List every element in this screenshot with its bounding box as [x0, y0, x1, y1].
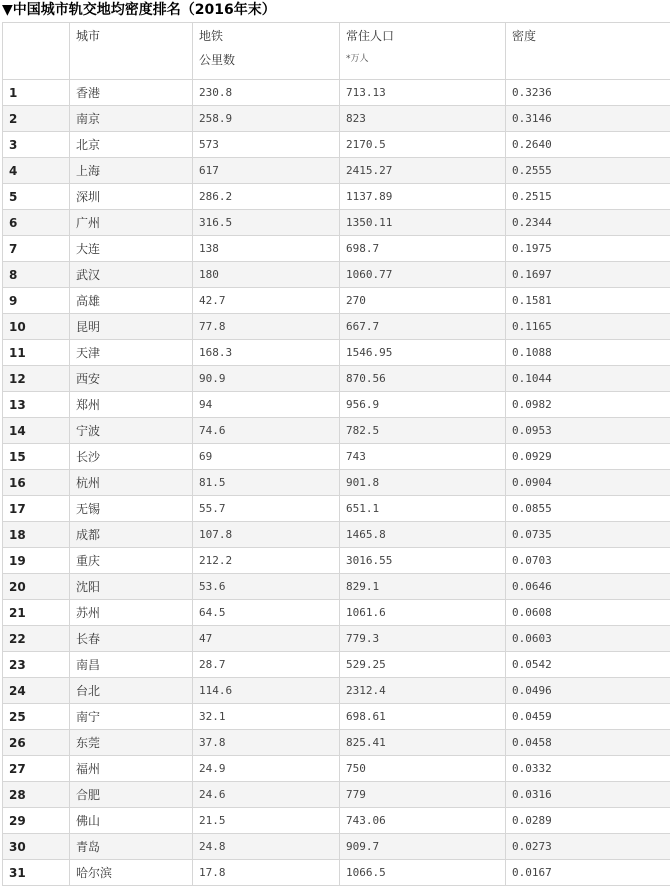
rank-cell: 12: [3, 366, 70, 392]
population-cell: 1465.8: [340, 522, 506, 548]
table-row: [3, 756, 670, 782]
population-cell: 1350.11: [340, 210, 506, 236]
population-cell: 2312.4: [340, 678, 506, 704]
density-cell: 0.2344: [506, 210, 670, 236]
table-row: [3, 288, 670, 314]
population-cell: 651.1: [340, 496, 506, 522]
population-cell: 1061.6: [340, 600, 506, 626]
city-cell: 昆明: [70, 314, 193, 340]
population-cell: 779: [340, 782, 506, 808]
density-cell: 0.1581: [506, 288, 670, 314]
metro-km-cell: 114.6: [193, 678, 340, 704]
density-cell: 0.0289: [506, 808, 670, 834]
table-row: [3, 132, 670, 158]
city-cell: 东莞: [70, 730, 193, 756]
table-row: [3, 548, 670, 574]
metro-km-cell: 107.8: [193, 522, 340, 548]
density-cell: 0.0855: [506, 496, 670, 522]
metro-km-cell: 77.8: [193, 314, 340, 340]
population-cell: 1066.5: [340, 860, 506, 886]
city-cell: 佛山: [70, 808, 193, 834]
density-cell: 0.0904: [506, 470, 670, 496]
metro-km-cell: 230.8: [193, 80, 340, 106]
density-cell: 0.1088: [506, 340, 670, 366]
table-row: [3, 860, 670, 886]
metro-km-cell: 17.8: [193, 860, 340, 886]
rank-cell: 31: [3, 860, 70, 886]
density-cell: 0.3146: [506, 106, 670, 132]
table-row: [3, 418, 670, 444]
rank-cell: 25: [3, 704, 70, 730]
density-cell: 0.1697: [506, 262, 670, 288]
population-cell: 743: [340, 444, 506, 470]
city-cell: 广州: [70, 210, 193, 236]
population-cell: 698.7: [340, 236, 506, 262]
rank-cell: 28: [3, 782, 70, 808]
city-cell: 无锡: [70, 496, 193, 522]
density-cell: 0.0458: [506, 730, 670, 756]
table-row: [3, 392, 670, 418]
city-cell: 合肥: [70, 782, 193, 808]
metro-km-cell: 24.6: [193, 782, 340, 808]
metro-km-cell: 53.6: [193, 574, 340, 600]
population-cell: 823: [340, 106, 506, 132]
density-cell: 0.1044: [506, 366, 670, 392]
metro-km-cell: 74.6: [193, 418, 340, 444]
population-cell: 901.8: [340, 470, 506, 496]
table-row: [3, 340, 670, 366]
metro-km-cell: 286.2: [193, 184, 340, 210]
density-ranking-table: [2, 22, 670, 886]
density-cell: 0.0496: [506, 678, 670, 704]
rank-cell: 1: [3, 80, 70, 106]
metro-km-cell: 180: [193, 262, 340, 288]
city-cell: 上海: [70, 158, 193, 184]
table-row: [3, 834, 670, 860]
metro-km-cell: 258.9: [193, 106, 340, 132]
city-cell: 西安: [70, 366, 193, 392]
city-cell: 福州: [70, 756, 193, 782]
population-cell: 3016.55: [340, 548, 506, 574]
header-population: [340, 23, 506, 80]
metro-km-cell: 212.2: [193, 548, 340, 574]
city-cell: 苏州: [70, 600, 193, 626]
rank-cell: 30: [3, 834, 70, 860]
city-cell: 南京: [70, 106, 193, 132]
rank-cell: 15: [3, 444, 70, 470]
city-cell: 南昌: [70, 652, 193, 678]
density-cell: 0.1975: [506, 236, 670, 262]
density-cell: 0.0982: [506, 392, 670, 418]
population-cell: 779.3: [340, 626, 506, 652]
table-row: [3, 782, 670, 808]
rank-cell: 10: [3, 314, 70, 340]
metro-km-cell: 69: [193, 444, 340, 470]
rank-cell: 3: [3, 132, 70, 158]
density-cell: 0.0929: [506, 444, 670, 470]
city-cell: 香港: [70, 80, 193, 106]
city-cell: 长沙: [70, 444, 193, 470]
population-cell: 1546.95: [340, 340, 506, 366]
population-cell: 909.7: [340, 834, 506, 860]
header-metro-km: [193, 23, 340, 80]
population-cell: 698.61: [340, 704, 506, 730]
table-row: [3, 80, 670, 106]
population-cell: 2415.27: [340, 158, 506, 184]
table-row: [3, 652, 670, 678]
city-cell: 重庆: [70, 548, 193, 574]
metro-km-cell: 24.9: [193, 756, 340, 782]
metro-km-cell: 81.5: [193, 470, 340, 496]
header-metro-line2: 公里数: [199, 53, 339, 77]
rank-cell: 9: [3, 288, 70, 314]
table-row: [3, 366, 670, 392]
city-cell: 沈阳: [70, 574, 193, 600]
rank-cell: 29: [3, 808, 70, 834]
rank-cell: 18: [3, 522, 70, 548]
population-cell: 825.41: [340, 730, 506, 756]
metro-km-cell: 42.7: [193, 288, 340, 314]
table-row: [3, 574, 670, 600]
header-pop-line1: 常住人口: [346, 29, 505, 53]
density-cell: 0.0735: [506, 522, 670, 548]
rank-cell: 11: [3, 340, 70, 366]
density-cell: 0.3236: [506, 80, 670, 106]
metro-km-cell: 55.7: [193, 496, 340, 522]
city-cell: 宁波: [70, 418, 193, 444]
population-cell: 1060.77: [340, 262, 506, 288]
density-cell: 0.2515: [506, 184, 670, 210]
population-cell: 870.56: [340, 366, 506, 392]
rank-cell: 4: [3, 158, 70, 184]
city-cell: 高雄: [70, 288, 193, 314]
header-density: 密度: [506, 23, 670, 80]
city-cell: 天津: [70, 340, 193, 366]
table-row: [3, 262, 670, 288]
header-city: 城市: [70, 23, 193, 80]
rank-cell: 16: [3, 470, 70, 496]
metro-km-cell: 37.8: [193, 730, 340, 756]
density-cell: 0.0273: [506, 834, 670, 860]
header-metro-line1: 地铁: [199, 29, 339, 53]
population-cell: 270: [340, 288, 506, 314]
table-row: [3, 184, 670, 210]
city-cell: 武汉: [70, 262, 193, 288]
metro-km-cell: 573: [193, 132, 340, 158]
metro-km-cell: 21.5: [193, 808, 340, 834]
table-row: [3, 470, 670, 496]
rank-cell: 22: [3, 626, 70, 652]
table-row: [3, 210, 670, 236]
population-cell: 743.06: [340, 808, 506, 834]
rank-cell: 17: [3, 496, 70, 522]
table-row: [3, 106, 670, 132]
city-cell: 青岛: [70, 834, 193, 860]
header-rank: [3, 23, 70, 80]
density-cell: 0.0167: [506, 860, 670, 886]
rank-cell: 2: [3, 106, 70, 132]
population-cell: 667.7: [340, 314, 506, 340]
metro-km-cell: 24.8: [193, 834, 340, 860]
population-cell: 1137.89: [340, 184, 506, 210]
rank-cell: 24: [3, 678, 70, 704]
table-header: [3, 23, 670, 80]
city-cell: 北京: [70, 132, 193, 158]
population-cell: 750: [340, 756, 506, 782]
table-body: [3, 80, 670, 886]
population-cell: 2170.5: [340, 132, 506, 158]
rank-cell: 7: [3, 236, 70, 262]
table-row: [3, 678, 670, 704]
city-cell: 成都: [70, 522, 193, 548]
table-row: [3, 158, 670, 184]
metro-km-cell: 90.9: [193, 366, 340, 392]
density-cell: 0.2640: [506, 132, 670, 158]
rank-cell: 27: [3, 756, 70, 782]
table-row: [3, 444, 670, 470]
rank-cell: 21: [3, 600, 70, 626]
metro-km-cell: 617: [193, 158, 340, 184]
density-cell: 0.0542: [506, 652, 670, 678]
table-row: [3, 314, 670, 340]
table-row: [3, 496, 670, 522]
density-cell: 0.0953: [506, 418, 670, 444]
rank-cell: 8: [3, 262, 70, 288]
population-cell: 956.9: [340, 392, 506, 418]
city-cell: 哈尔滨: [70, 860, 193, 886]
density-cell: 0.2555: [506, 158, 670, 184]
city-cell: 郑州: [70, 392, 193, 418]
rank-cell: 6: [3, 210, 70, 236]
metro-km-cell: 316.5: [193, 210, 340, 236]
metro-km-cell: 138: [193, 236, 340, 262]
city-cell: 南宁: [70, 704, 193, 730]
metro-km-cell: 64.5: [193, 600, 340, 626]
table-row: [3, 236, 670, 262]
density-cell: 0.0603: [506, 626, 670, 652]
table-row: [3, 600, 670, 626]
city-cell: 台北: [70, 678, 193, 704]
population-cell: 782.5: [340, 418, 506, 444]
density-cell: 0.0608: [506, 600, 670, 626]
density-cell: 0.0646: [506, 574, 670, 600]
city-cell: 深圳: [70, 184, 193, 210]
rank-cell: 23: [3, 652, 70, 678]
city-cell: 长春: [70, 626, 193, 652]
rank-cell: 20: [3, 574, 70, 600]
table-row: [3, 704, 670, 730]
table-row: [3, 626, 670, 652]
rank-cell: 26: [3, 730, 70, 756]
table-row: [3, 730, 670, 756]
metro-km-cell: 47: [193, 626, 340, 652]
density-cell: 0.0703: [506, 548, 670, 574]
metro-km-cell: 168.3: [193, 340, 340, 366]
density-cell: 0.0332: [506, 756, 670, 782]
table-row: [3, 522, 670, 548]
population-cell: 529.25: [340, 652, 506, 678]
rank-cell: 19: [3, 548, 70, 574]
rank-cell: 13: [3, 392, 70, 418]
rank-cell: 5: [3, 184, 70, 210]
rank-cell: 14: [3, 418, 70, 444]
table-row: [3, 808, 670, 834]
city-cell: 大连: [70, 236, 193, 262]
population-cell: 713.13: [340, 80, 506, 106]
population-cell: 829.1: [340, 574, 506, 600]
density-cell: 0.0459: [506, 704, 670, 730]
density-cell: 0.1165: [506, 314, 670, 340]
header-pop-unit: *万人: [346, 53, 505, 65]
density-cell: 0.0316: [506, 782, 670, 808]
metro-km-cell: 28.7: [193, 652, 340, 678]
page-title: ▼中国城市轨交地均密度排名（2016年末）: [0, 0, 670, 22]
metro-km-cell: 32.1: [193, 704, 340, 730]
metro-km-cell: 94: [193, 392, 340, 418]
city-cell: 杭州: [70, 470, 193, 496]
